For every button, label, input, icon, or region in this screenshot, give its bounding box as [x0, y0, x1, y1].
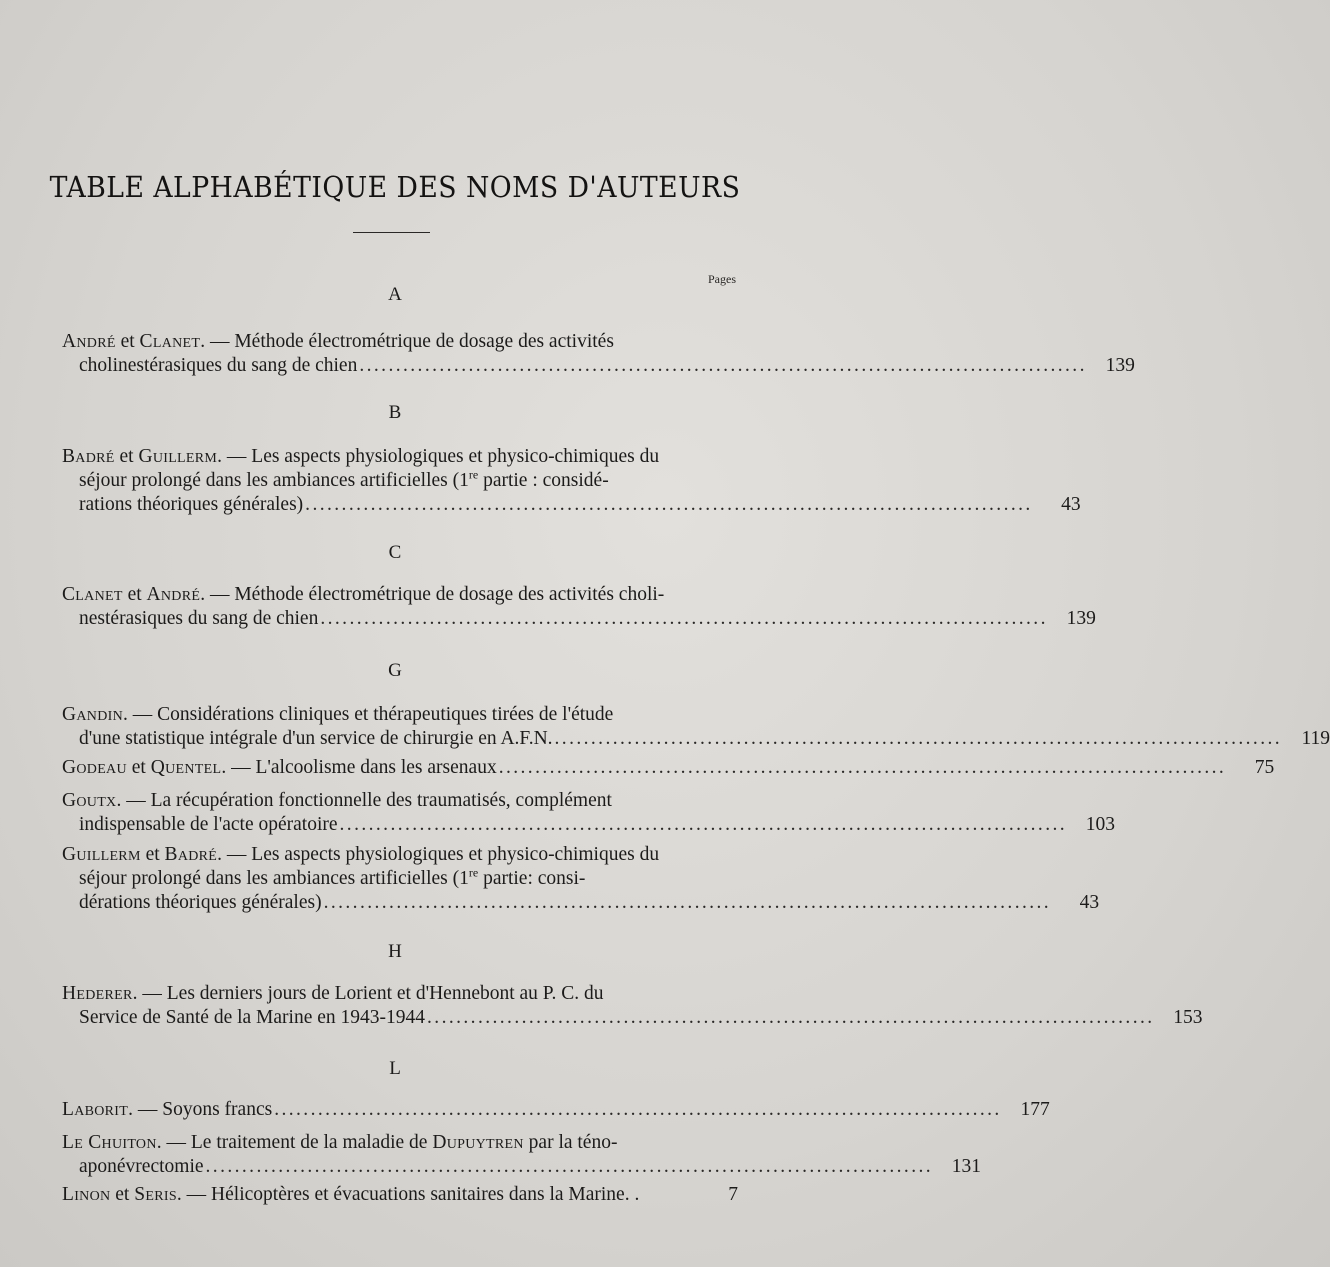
author-name: Quentel — [150, 757, 222, 778]
page-number: 7 — [728, 1184, 738, 1205]
leader-line — [79, 891, 1100, 915]
author-name: Le Chuiton — [62, 1132, 157, 1153]
entry-title-text: La récupération fonctionnelle des traumatisés, complément — [150, 790, 612, 811]
author-name: Seris — [134, 1184, 177, 1205]
page-number: 177 — [1020, 1099, 1050, 1120]
separator: . — — [200, 584, 235, 605]
page-number: 153 — [1173, 1007, 1203, 1028]
page-number: 103 — [1085, 814, 1116, 835]
author-name: Clanet — [139, 331, 201, 352]
entry-title-text: Considérations cliniques et thérapeutiques tirées de l'étude — [157, 704, 614, 725]
separator: . — — [116, 790, 151, 811]
separator: . — — [123, 704, 158, 725]
entry-title-end: d'une statistique intégrale d'un service de chirurgie en A.F.N. — [79, 728, 553, 749]
author-name: Guillerm — [62, 844, 141, 865]
separator: et — [122, 584, 147, 605]
author-name: Laborit — [62, 1099, 129, 1120]
dot-leader: .................................................................................................... — [359, 355, 1087, 376]
separator: et — [115, 331, 140, 352]
index-entry — [62, 1183, 738, 1207]
leader-line — [62, 1183, 738, 1207]
page-number: 131 — [951, 1156, 982, 1177]
entry-title-text: Les aspects physiologiques et physico-chimiques du séjour prolongé dans les ambiances artificielles (1 — [79, 844, 660, 889]
separator: . — — [200, 331, 235, 352]
entry-title-text: partie: consi- — [478, 868, 586, 889]
entry-title-text: Méthode électrométrique de dosage des activités — [234, 331, 614, 352]
page-title: TABLE ALPHABÉTIQUE DES NOMS D'AUTEURS — [49, 170, 741, 204]
dot-leader: .................................................................................................... — [427, 1007, 1155, 1028]
page-number: 139 — [1105, 355, 1135, 376]
section-letter-l: L — [389, 1058, 401, 1079]
entry-title-end: nestérasiques du sang de chien — [79, 608, 319, 629]
entry-title-end: indispensable de l'acte opératoire — [79, 814, 338, 835]
leader-line — [79, 813, 1116, 837]
leader-line — [79, 727, 1330, 751]
leader-line — [79, 1006, 1203, 1030]
separator: et — [110, 1184, 135, 1205]
dot-leader: .................................................................................................... — [554, 728, 1283, 749]
separator: et — [140, 844, 165, 865]
entry-title-end: aponévrectomie — [79, 1156, 204, 1177]
section-letter-b: B — [388, 402, 402, 423]
title-underline — [353, 232, 430, 233]
dot-leader: .................................................................................................... — [274, 1099, 1002, 1120]
entry-title-text: partie : considé- — [478, 470, 609, 491]
entry-title-text: Le traitement de la maladie de — [190, 1132, 433, 1153]
author-name: André — [146, 584, 201, 605]
separator: . — — [176, 1184, 212, 1205]
leader-line — [79, 354, 1135, 378]
author-name: Hederer — [62, 983, 133, 1004]
separator: . — — [217, 446, 252, 467]
leader-line — [62, 756, 1275, 780]
entry-title-text: Les derniers jours de Lorient et d'Hennebont au P. C. du — [166, 983, 604, 1004]
entry-title-text: par la téno- — [523, 1132, 618, 1153]
superscript: re — [468, 467, 479, 482]
author-name: Badré — [62, 446, 115, 467]
dot-leader: .................................................................................................... — [320, 608, 1048, 629]
index-entry — [62, 982, 1203, 1030]
author-name: Linon — [62, 1184, 111, 1205]
author-name: Gandin — [62, 704, 123, 725]
leader-line — [62, 1098, 1050, 1122]
index-entry — [62, 703, 1330, 751]
dot-leader: .................................................................................................... — [498, 757, 1227, 778]
author-name: Godeau — [62, 757, 127, 778]
section-letter-a: A — [388, 284, 402, 305]
dot-leader: .................................................................................................... — [339, 814, 1068, 835]
index-entry — [62, 583, 1096, 631]
entry-title-end: dérations théoriques générales) — [79, 892, 322, 913]
leader-line — [79, 1155, 982, 1179]
page-number: 119 — [1301, 728, 1330, 749]
index-entry — [62, 789, 1116, 837]
section-letter-g: G — [388, 660, 402, 681]
superscript: re — [468, 865, 479, 880]
separator: . — — [156, 1132, 191, 1153]
page-number: 75 — [1254, 757, 1275, 778]
pages-column-label: Pages — [708, 272, 736, 286]
entry-title-end: Service de Santé de la Marine en 1943-1944 — [79, 1007, 426, 1028]
leader-line — [79, 607, 1096, 631]
entry-title-text: Méthode électrométrique de dosage des activités choli- — [234, 584, 665, 605]
leader-line — [79, 493, 1081, 517]
index-entry — [62, 445, 1081, 517]
index-entry — [62, 756, 1275, 780]
entry-title-end: cholinestérasiques du sang de chien — [79, 355, 358, 376]
page-number: 43 — [1061, 494, 1081, 515]
entry-title-end: rations théoriques générales) — [79, 494, 304, 515]
page-number: 43 — [1079, 892, 1100, 913]
entry-title-end: L'alcoolisme dans les arsenaux — [255, 757, 497, 778]
separator: . — — [217, 844, 252, 865]
index-entry — [62, 330, 1135, 378]
entry-title-text: Les aspects physiologiques et physico-chimiques du séjour prolongé dans les ambiances artificielles (1 — [79, 446, 660, 491]
dot-leader: .................................................................................................... — [323, 892, 1052, 913]
index-entry — [62, 1131, 982, 1179]
author-name: Guillerm — [138, 446, 218, 467]
index-entry — [62, 1098, 1050, 1122]
author-name: Goutx — [62, 790, 117, 811]
separator: . — — [132, 983, 167, 1004]
author-name: Badré — [164, 844, 218, 865]
dot-leader: .................................................................................................... — [305, 494, 1033, 515]
section-letter-c: C — [388, 542, 402, 563]
separator: . — — [128, 1099, 163, 1120]
section-letter-h: H — [388, 941, 402, 962]
separator: et — [114, 446, 139, 467]
index-entry — [62, 843, 1100, 915]
separator: et — [126, 757, 151, 778]
author-name: André — [62, 331, 116, 352]
entry-title-end: Hélicoptères et évacuations sanitaires dans la Marine. . — [211, 1184, 640, 1205]
page-number: 139 — [1066, 608, 1096, 629]
entry-title-end: Soyons francs — [162, 1099, 273, 1120]
dot-leader: .................................................................................................... — [205, 1156, 934, 1177]
author-name: Clanet — [62, 584, 123, 605]
separator: . — — [221, 757, 256, 778]
cited-name: Dupuytren — [432, 1132, 524, 1153]
